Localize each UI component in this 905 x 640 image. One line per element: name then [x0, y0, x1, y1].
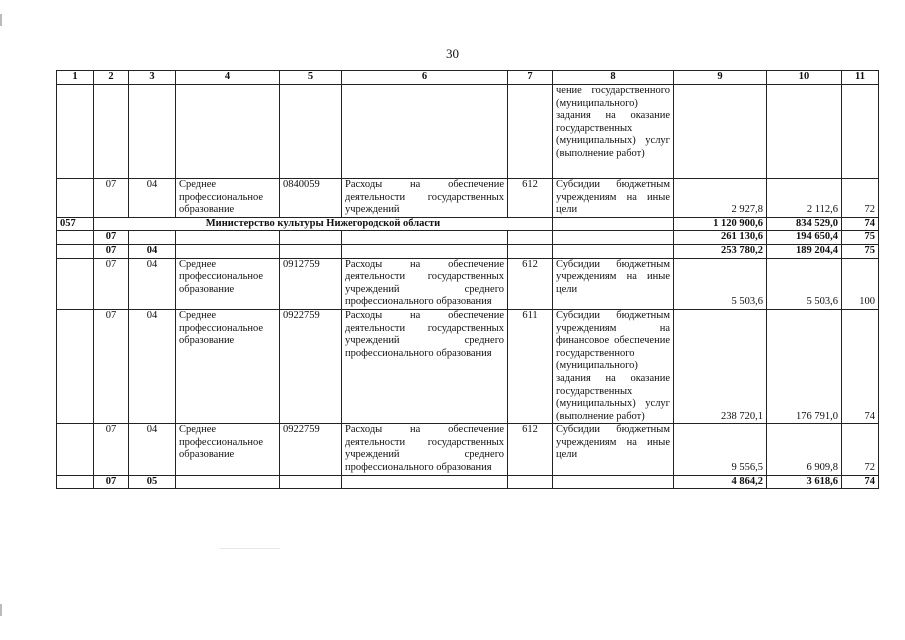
column-header: 9: [674, 71, 767, 85]
ministry-title: Министерство культуры Нижегородской области: [94, 217, 553, 231]
column-header: 5: [280, 71, 342, 85]
column-header: 7: [508, 71, 553, 85]
column-header: 10: [767, 71, 842, 85]
cell-actual: 5 503,6: [767, 258, 842, 309]
cell-section: 07: [94, 309, 129, 423]
cell-plan: 261 130,6: [674, 231, 767, 245]
table-row-subtotal: [57, 231, 879, 245]
cell-expense-type: Субсидии бюджетным учреждениям на иные цели: [553, 258, 674, 309]
column-header: 4: [176, 71, 280, 85]
cell-actual: 189 204,4: [767, 244, 842, 258]
cell-target-name: Расходы на обеспечение деятельности государственных учреждений: [342, 179, 508, 218]
cell-target-code: 0912759: [280, 258, 342, 309]
column-header: 1: [57, 71, 94, 85]
cell-target-name: Расходы на обеспечение деятельности государственных учреждений среднего профессионального образования: [342, 258, 508, 309]
cell-target-name: Расходы на обеспечение деятельности государственных учреждений среднего профессионального образования: [342, 309, 508, 423]
scan-edge-mark: [0, 604, 2, 616]
page-number: 30: [446, 46, 459, 61]
cell-actual: 2 112,6: [767, 179, 842, 218]
cell-name: Среднее профессиональное образование: [176, 258, 280, 309]
table-row: [57, 179, 879, 218]
cell-subsection: 04: [129, 258, 176, 309]
table-row-ministry: [57, 217, 879, 231]
cell-plan: 2 927,8: [674, 179, 767, 218]
cell-subsection: 04: [129, 244, 176, 258]
scan-edge-mark: [0, 14, 2, 26]
column-header: 2: [94, 71, 129, 85]
cell-expense-type: Субсидии бюджетным учреждениям на финансовое обеспечение государственного (муниципального) задания на оказание государственных (муниципальных) услуг (выполнение работ): [553, 309, 674, 423]
cell-actual: 176 791,0: [767, 309, 842, 423]
cell-actual: 3 618,6: [767, 475, 842, 489]
cell-actual: 194 650,4: [767, 231, 842, 245]
cell-plan: 1 120 900,6: [674, 217, 767, 231]
column-header: 3: [129, 71, 176, 85]
cell-plan: 9 556,5: [674, 424, 767, 475]
cell-plan: 253 780,2: [674, 244, 767, 258]
cell-target-name: Расходы на обеспечение деятельности государственных учреждений среднего профессионального образования: [342, 424, 508, 475]
table-row: [57, 85, 879, 179]
cell-section: 07: [94, 179, 129, 218]
table-row-subtotal: [57, 244, 879, 258]
cell-name: Среднее профессиональное образование: [176, 309, 280, 423]
cell-percent: 100: [842, 258, 879, 309]
cell-target-code: 0922759: [280, 424, 342, 475]
cell-expense-type: чение государственного (муниципального) задания на оказание государственных (муниципальных) услуг (выполнение работ): [553, 85, 674, 179]
cell-subsection: 04: [129, 424, 176, 475]
cell-actual: 6 909,8: [767, 424, 842, 475]
cell-expense-code: 612: [508, 258, 553, 309]
cell-section: 07: [94, 424, 129, 475]
cell-section: 07: [94, 258, 129, 309]
cell-actual: 834 529,0: [767, 217, 842, 231]
table-header-row: [57, 71, 879, 85]
cell-percent: 74: [842, 217, 879, 231]
cell-plan: 5 503,6: [674, 258, 767, 309]
cell-name: Среднее профессиональное образование: [176, 179, 280, 218]
column-header: 8: [553, 71, 674, 85]
cell-plan: 4 864,2: [674, 475, 767, 489]
cell-percent: 74: [842, 309, 879, 423]
cell-name: Среднее профессиональное образование: [176, 424, 280, 475]
cell-target-code: 0922759: [280, 309, 342, 423]
cell-target-code: 0840059: [280, 179, 342, 218]
cell-subsection: 04: [129, 309, 176, 423]
cell-expense-code: 612: [508, 179, 553, 218]
table-row: [57, 258, 879, 309]
cell-expense-code: 612: [508, 424, 553, 475]
cell-section: 07: [94, 244, 129, 258]
cell-percent: 74: [842, 475, 879, 489]
column-header: 6: [342, 71, 508, 85]
table-row: [57, 309, 879, 423]
cell-percent: 75: [842, 231, 879, 245]
cell-expense-type: Субсидии бюджетным учреждениям на иные цели: [553, 424, 674, 475]
cell-percent: 75: [842, 244, 879, 258]
cell-percent: 72: [842, 179, 879, 218]
cell-subsection: 05: [129, 475, 176, 489]
cell-plan: 238 720,1: [674, 309, 767, 423]
cell-department-code: 057: [57, 217, 94, 231]
table-row-subtotal: [57, 475, 879, 489]
scan-artifact: [220, 548, 280, 549]
cell-section: 07: [94, 231, 129, 245]
cell-percent: 72: [842, 424, 879, 475]
cell-section: 07: [94, 475, 129, 489]
table-row: [57, 424, 879, 475]
cell-subsection: 04: [129, 179, 176, 218]
cell-expense-code: 611: [508, 309, 553, 423]
budget-table: [56, 70, 879, 489]
cell-expense-type: Субсидии бюджетным учреждениям на иные цели: [553, 179, 674, 218]
column-header: 11: [842, 71, 879, 85]
